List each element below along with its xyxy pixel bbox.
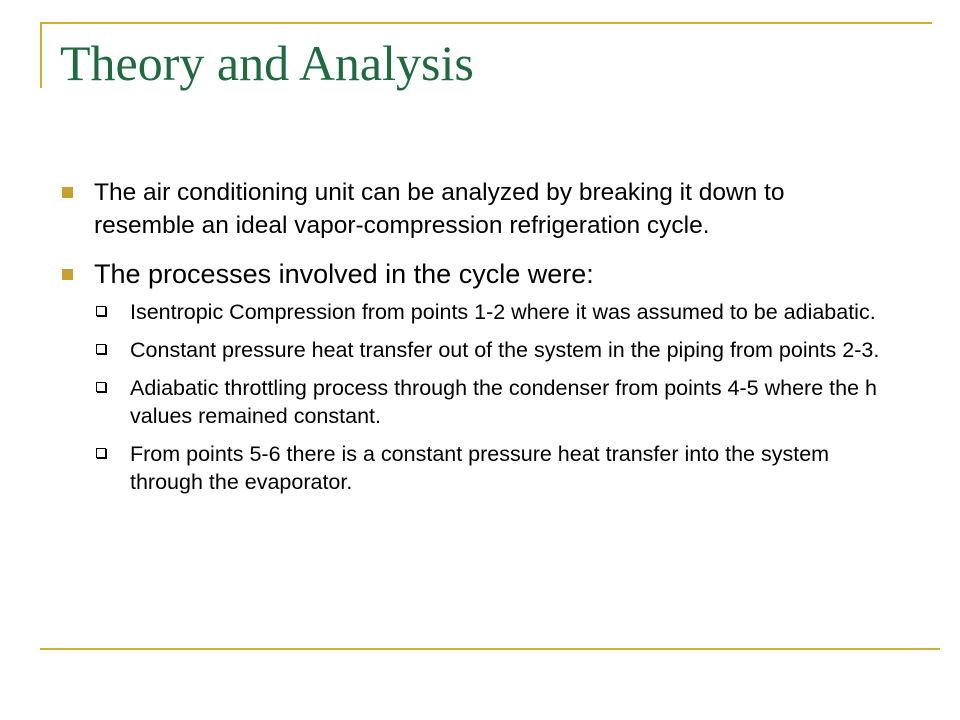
sub-bullet-text: Adiabatic throttling process through the condenser from points 4-5 where the h values remained constant. bbox=[130, 376, 877, 428]
left-border-line bbox=[40, 22, 42, 88]
square-bullet-icon bbox=[62, 269, 73, 280]
sub-bullet-item-1 bbox=[94, 298, 880, 326]
sub-bullet-item-3 bbox=[94, 374, 880, 430]
hollow-square-bullet-icon bbox=[96, 344, 106, 354]
sub-bullet-text: From points 5-6 there is a constant pressure heat transfer into the system through the evaporator. bbox=[130, 442, 830, 494]
sub-bullet-text: Constant pressure heat transfer out of the system in the piping from points 2-3. bbox=[130, 338, 880, 362]
slide-title: Theory and Analysis bbox=[60, 35, 474, 91]
hollow-square-bullet-icon bbox=[96, 448, 106, 458]
sub-bullet-list bbox=[94, 298, 880, 496]
top-border-line bbox=[40, 22, 932, 24]
bullet-item-2 bbox=[60, 256, 880, 496]
bullet-item-1 bbox=[60, 176, 880, 242]
hollow-square-bullet-icon bbox=[96, 382, 106, 392]
bullet-text: The processes involved in the cycle were: bbox=[94, 259, 594, 289]
hollow-square-bullet-icon bbox=[96, 306, 106, 316]
bottom-border-line bbox=[40, 648, 940, 650]
sub-bullet-item-4 bbox=[94, 440, 880, 496]
bullet-text: The air conditioning unit can be analyzed by breaking it down to resemble an ideal vapor-compression refrigeration cycle. bbox=[94, 179, 785, 239]
sub-bullet-item-2 bbox=[94, 336, 880, 364]
square-bullet-icon bbox=[62, 187, 73, 198]
slide-body bbox=[60, 176, 880, 510]
bullet-list bbox=[60, 176, 880, 496]
sub-bullet-text: Isentropic Compression from points 1-2 where it was assumed to be adiabatic. bbox=[130, 300, 876, 324]
